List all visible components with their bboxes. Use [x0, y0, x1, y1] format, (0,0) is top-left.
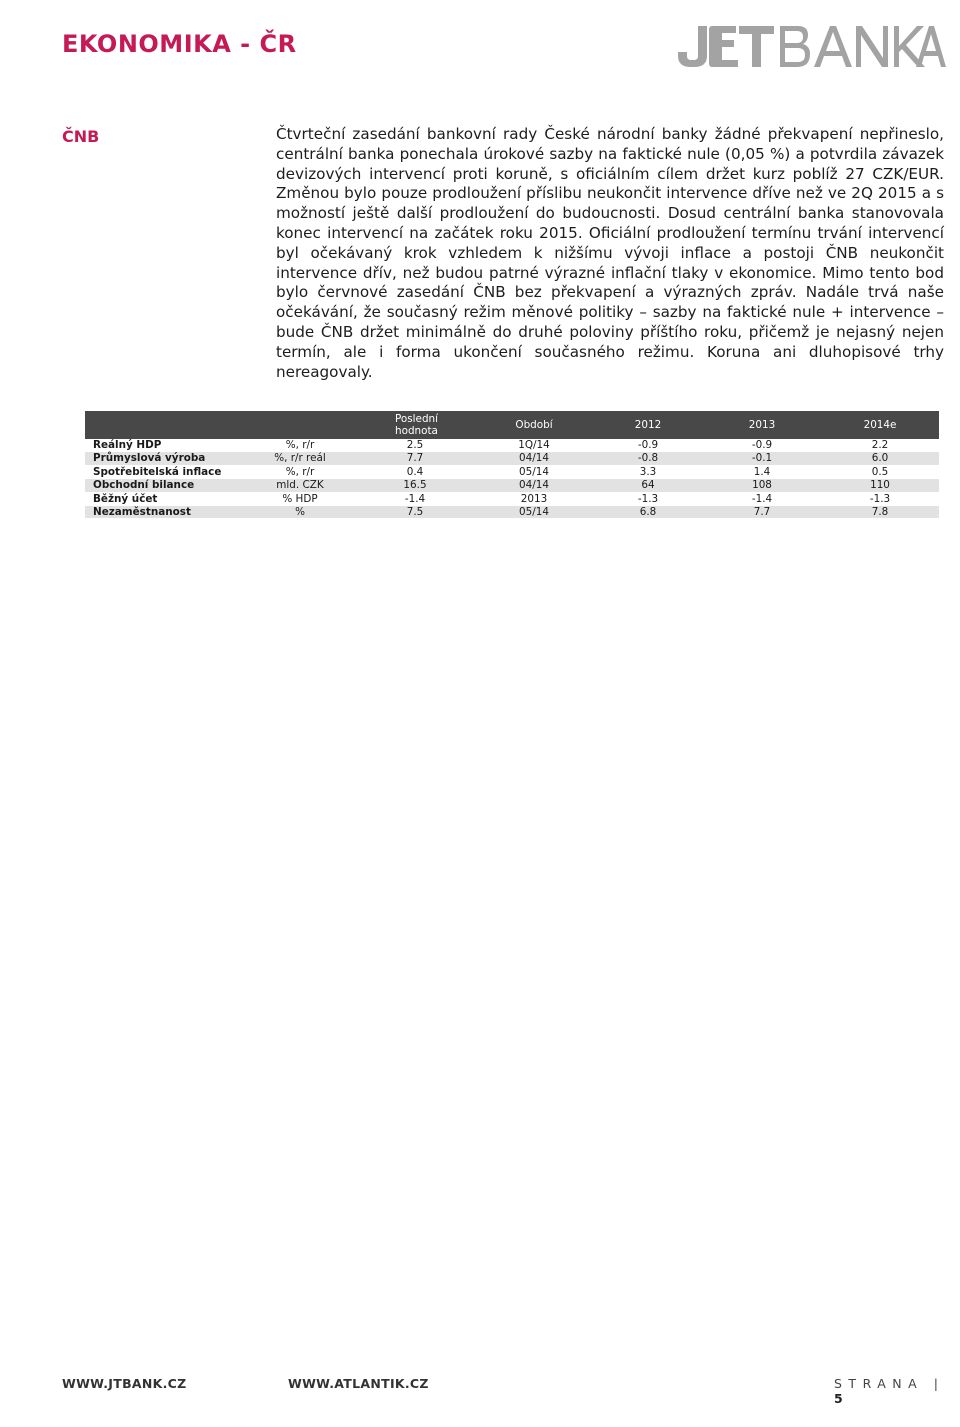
indicator-name: Nezaměstnanost — [85, 506, 245, 519]
footer-link-jtbank[interactable]: WWW.JTBANK.CZ — [62, 1376, 187, 1391]
last-value: -1.4 — [355, 492, 475, 505]
section-label: ČNB — [62, 127, 100, 146]
col-header-period: Období — [475, 411, 593, 439]
period: 04/14 — [475, 479, 593, 492]
col-header-2014e: 2014e — [821, 411, 939, 439]
jt-banka-logo — [676, 22, 948, 68]
last-value: 0.4 — [355, 465, 475, 478]
table-row — [85, 452, 939, 465]
last-value: 2.5 — [355, 439, 475, 452]
footer-link-atlantik[interactable]: WWW.ATLANTIK.CZ — [288, 1376, 429, 1391]
indicator-unit: % — [245, 506, 355, 519]
page-title: EKONOMIKA - ČR — [62, 30, 297, 58]
col-header-2012: 2012 — [593, 411, 703, 439]
table-header-row — [85, 411, 939, 439]
col-header-last-value: Poslední hodnota — [355, 411, 475, 439]
indicator-name: Obchodní bilance — [85, 479, 245, 492]
section-paragraph: Čtvrteční zasedání bankovní rady České národní banky žádné překvapení nepřineslo, centrální banka ponechala úrokové sazby na faktické nule (0,05 %) a potvrdila závazek devizových intervencí proti koruně, s oficiálním cílem držet kurz poblíž 27 CZK/EUR. Změnou bylo pouze prodloužení příslibu neukončit intervence dříve než ve 2Q 2015 a s možností ještě další prodloužení do budoucnosti. Dosud centrální banka stanovovala konec intervencí na začátek roku 2015. Oficiální prodloužení termínu trvání intervencí byl očekávaný krok vzhledem k nižšímu vývoji inflace a postoji ČNB neukončit intervence dřív, než budou patrné výrazné inflační tlaky v ekonomice. Mimo tento bod bylo červnové zasedání ČNB bez překvapení a výrazných zpráv. Nadále trvá naše očekávání, že současný režim měnové politiky – sazby na faktické nule + intervence – bude ČNB držet minimálně do druhé poloviny příštího roku, přičemž je nejasný nejen termín, ale i forma ukončení současného režimu. Koruna ani dluhopisové trhy nereagovaly. — [276, 125, 944, 381]
value-2013: -1.4 — [703, 492, 821, 505]
indicator-name: Průmyslová výroba — [85, 452, 245, 465]
value-2012: 6.8 — [593, 506, 703, 519]
indicator-unit: %, r/r — [245, 465, 355, 478]
table-row — [85, 479, 939, 492]
period: 04/14 — [475, 452, 593, 465]
period: 2013 — [475, 492, 593, 505]
value-2013: 7.7 — [703, 506, 821, 519]
value-2014e: -1.3 — [821, 492, 939, 505]
last-value: 16.5 — [355, 479, 475, 492]
value-2012: 3.3 — [593, 465, 703, 478]
table-row — [85, 492, 939, 505]
table-row — [85, 506, 939, 519]
macro-indicators-table — [85, 411, 939, 519]
table-row — [85, 439, 939, 452]
value-2012: -1.3 — [593, 492, 703, 505]
indicator-unit: %, r/r — [245, 439, 355, 452]
indicator-name: Spotřebitelská inflace — [85, 465, 245, 478]
period: 05/14 — [475, 465, 593, 478]
value-2014e: 0.5 — [821, 465, 939, 478]
indicator-name: Reálný HDP — [85, 439, 245, 452]
indicator-name: Běžný účet — [85, 492, 245, 505]
last-value: 7.5 — [355, 506, 475, 519]
value-2013: 108 — [703, 479, 821, 492]
indicator-unit: % HDP — [245, 492, 355, 505]
value-2014e: 110 — [821, 479, 939, 492]
value-2013: -0.1 — [703, 452, 821, 465]
value-2013: 1.4 — [703, 465, 821, 478]
table-row — [85, 465, 939, 478]
page-number: 5 — [834, 1391, 843, 1406]
value-2012: 64 — [593, 479, 703, 492]
col-header-indicator — [85, 411, 245, 439]
indicator-unit: %, r/r reál — [245, 452, 355, 465]
col-header-unit — [245, 411, 355, 439]
period: 05/14 — [475, 506, 593, 519]
col-header-2013: 2013 — [703, 411, 821, 439]
value-2013: -0.9 — [703, 439, 821, 452]
value-2012: -0.8 — [593, 452, 703, 465]
period: 1Q/14 — [475, 439, 593, 452]
value-2014e: 2.2 — [821, 439, 939, 452]
last-value: 7.7 — [355, 452, 475, 465]
value-2014e: 6.0 — [821, 452, 939, 465]
page-word: STRANA — [834, 1376, 924, 1391]
indicator-unit: mld. CZK — [245, 479, 355, 492]
page-number-label — [834, 1376, 960, 1406]
page-separator: | — [933, 1376, 945, 1391]
value-2012: -0.9 — [593, 439, 703, 452]
value-2014e: 7.8 — [821, 506, 939, 519]
